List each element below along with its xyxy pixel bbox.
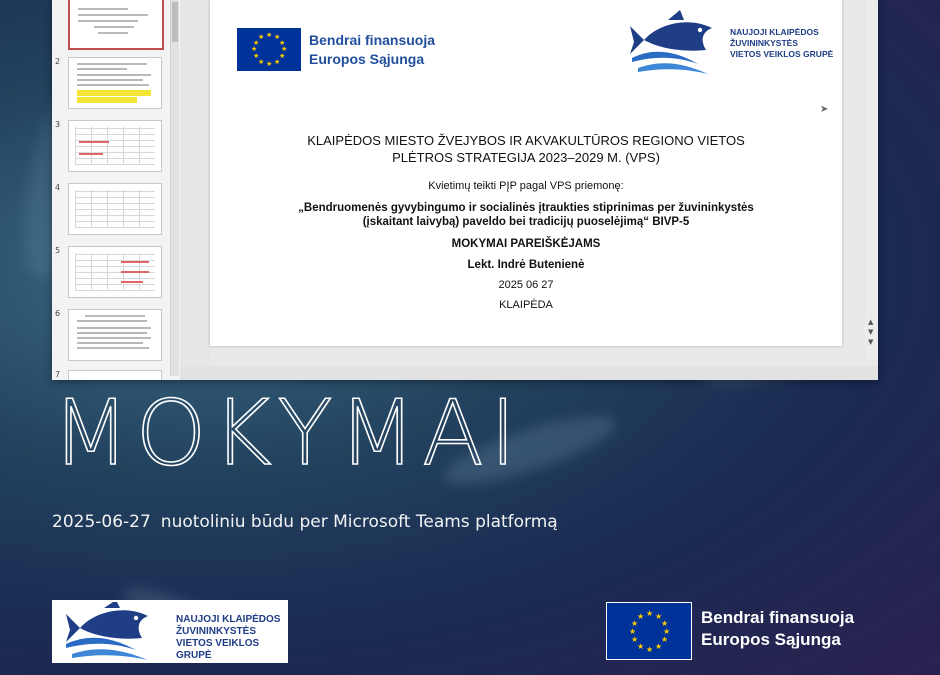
slide-number: 5 bbox=[55, 246, 61, 255]
slide-thumbnail-preview[interactable] bbox=[68, 246, 162, 298]
slide-thumbnail-pane[interactable] bbox=[52, 0, 180, 380]
measure-line: (įskaitant laivybą) paveldo bei tradicijų puoselėjimą“ BIVP-5 bbox=[362, 216, 690, 228]
eu-logo-text bbox=[701, 607, 854, 651]
slide-number: 6 bbox=[55, 309, 61, 318]
slide-thumbnail-6[interactable] bbox=[52, 309, 170, 363]
fish-logo-icon bbox=[628, 10, 720, 80]
org-logo-line: NAUJOJI KLAIPĖDOS bbox=[730, 27, 819, 37]
eu-logo-line: Bendrai finansuoja bbox=[701, 608, 855, 627]
slide-thumbnail-preview[interactable] bbox=[68, 309, 162, 361]
slide-date: 2025 06 27 bbox=[498, 279, 554, 291]
slide-city: KLAIPĖDA bbox=[499, 299, 553, 311]
slide-number: 3 bbox=[55, 120, 61, 129]
eu-logo-line: Bendrai finansuoja bbox=[309, 32, 436, 48]
poster-heading: MOKYMAI bbox=[52, 381, 523, 486]
org-logo-line: ŽUVININKYSTĖS bbox=[730, 38, 799, 48]
slide-title-line: PLĖTROS STRATEGIJA 2023–2029 M. (VPS) bbox=[392, 150, 660, 165]
presentation-screenshot bbox=[52, 0, 878, 380]
status-bar bbox=[180, 366, 878, 380]
org-logo-text bbox=[176, 614, 288, 662]
slide-thumbnail-preview[interactable] bbox=[68, 120, 162, 172]
slide-thumbnail-7[interactable] bbox=[52, 370, 170, 380]
slide-thumbnail-5[interactable] bbox=[52, 246, 170, 300]
call-text: Kvietimų teikti PĮP pagal VPS priemonę: bbox=[428, 180, 624, 192]
org-logo-text bbox=[730, 27, 833, 60]
slide-thumbnail-4[interactable] bbox=[52, 183, 170, 237]
slide-thumbnail-preview[interactable] bbox=[68, 370, 162, 380]
eu-logo-line: Europos Sąjunga bbox=[701, 630, 841, 649]
slide-number: 4 bbox=[55, 183, 61, 192]
slide-canvas[interactable] bbox=[210, 0, 842, 346]
scroll-arrow-icon[interactable]: ▼ bbox=[868, 338, 874, 346]
lecturer-name: Lekt. Indrė Butenienė bbox=[467, 259, 585, 271]
thumbnail-scrollbar[interactable] bbox=[170, 0, 179, 376]
event-info bbox=[52, 512, 558, 532]
org-logo-line: VIETOS VEIKLOS GRUPĖ bbox=[730, 49, 834, 59]
org-logo-line: VIETOS VEIKLOS GRUPĖ bbox=[176, 638, 260, 661]
eu-logo-line: Europos Sąjunga bbox=[309, 51, 425, 67]
org-logo-card bbox=[52, 600, 288, 663]
eu-flag-icon: ★ ★ ★ ★ ★ ★ ★ ★ ★ ★ ★ ★ bbox=[237, 28, 301, 71]
slide-scrollbar[interactable] bbox=[866, 0, 878, 360]
measure-line: „Bendruomenės gyvybingumo ir socialinės įtraukties stiprinimas per žuvininkystės bbox=[298, 202, 754, 214]
slide-title bbox=[210, 132, 842, 166]
scroll-arrow-icon[interactable]: ▼ bbox=[868, 328, 874, 336]
scroll-arrow-icon[interactable]: ▲ bbox=[868, 318, 874, 326]
slide-number: 2 bbox=[55, 57, 61, 66]
measure-name bbox=[210, 201, 842, 229]
slide-title-line: KLAIPĖDOS MIESTO ŽVEJYBOS IR AKVAKULTŪROS REGIONO VIETOS bbox=[307, 133, 745, 148]
editor-gutter bbox=[180, 0, 210, 380]
slide-thumbnail-preview[interactable] bbox=[68, 183, 162, 235]
org-logo-line: NAUJOJI KLAIPĖDOS bbox=[176, 614, 281, 625]
fish-logo-icon bbox=[54, 602, 166, 662]
eu-logo-text bbox=[309, 31, 435, 69]
event-date: 2025-06-27 bbox=[52, 512, 151, 532]
eu-flag-icon: ★ ★ ★ ★ ★ ★ ★ ★ ★ ★ ★ ★ bbox=[606, 602, 692, 660]
slide-thumbnail-1[interactable] bbox=[52, 0, 170, 46]
training-title: MOKYMAI PAREIŠKĖJAMS bbox=[451, 238, 601, 250]
org-logo-line: ŽUVININKYSTĖS bbox=[176, 626, 257, 637]
slide-number: 7 bbox=[55, 370, 61, 379]
scrollbar-thumb[interactable] bbox=[172, 2, 178, 42]
slide-thumbnail-preview[interactable] bbox=[68, 0, 164, 50]
slide-thumbnail-preview[interactable] bbox=[68, 57, 162, 109]
slide-thumbnail-2[interactable] bbox=[52, 57, 170, 111]
mouse-cursor-icon: ➤ bbox=[820, 104, 829, 115]
slide-thumbnail-3[interactable] bbox=[52, 120, 170, 174]
event-description: nuotoliniu būdu per Microsoft Teams platformą bbox=[160, 512, 558, 532]
